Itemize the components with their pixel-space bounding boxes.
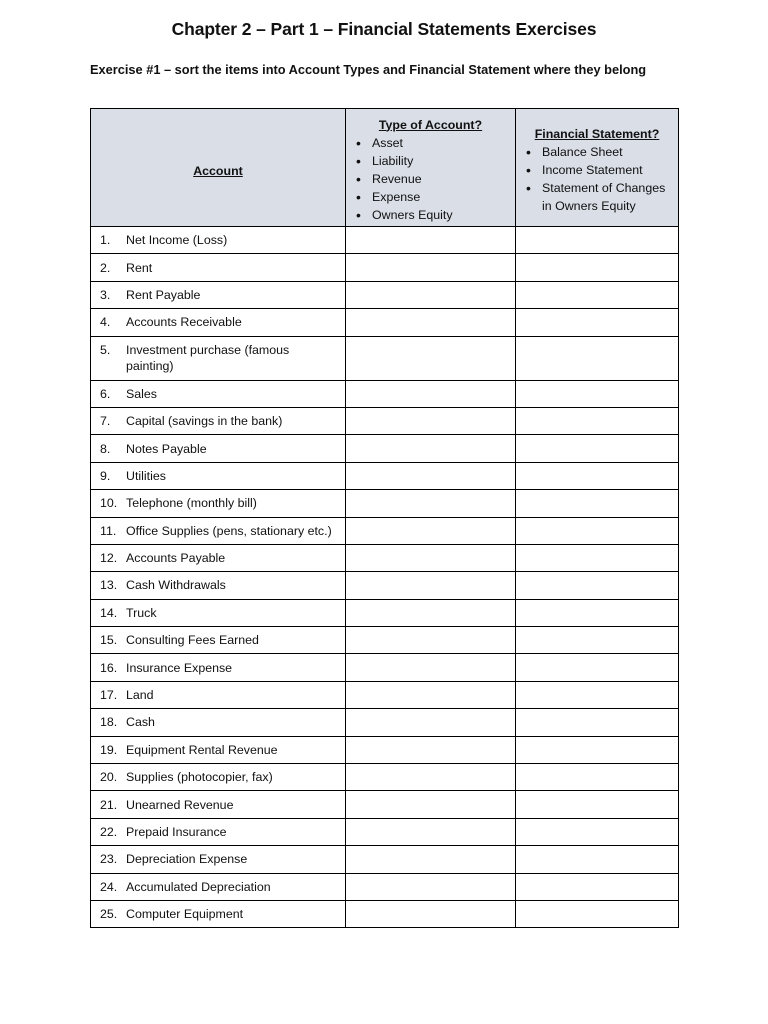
row-number: 19. [100,742,118,757]
type-answer-cell[interactable] [346,681,516,708]
type-answer-cell[interactable] [346,599,516,626]
type-answer-cell[interactable] [346,336,516,380]
account-name: Unearned Revenue [126,797,234,812]
type-answer-cell[interactable] [346,227,516,254]
statement-answer-cell[interactable] [516,254,679,281]
type-answer-cell[interactable] [346,309,516,336]
account-cell [91,490,346,517]
type-column-header [346,109,516,227]
type-option-item: • Owners Equity [356,206,511,224]
table-row [91,227,679,254]
type-answer-cell[interactable] [346,736,516,763]
account-cell [91,281,346,308]
statement-answer-cell[interactable] [516,309,679,336]
table-row [91,900,679,927]
account-name: Office Supplies (pens, stationary etc.) [126,523,332,538]
statement-answer-cell[interactable] [516,544,679,571]
statement-answer-cell[interactable] [516,281,679,308]
accounts-table [90,108,679,928]
row-number: 15. [100,633,118,648]
type-answer-cell[interactable] [346,654,516,681]
statement-options-list [516,143,678,215]
type-answer-cell[interactable] [346,490,516,517]
statement-answer-cell[interactable] [516,709,679,736]
type-answer-cell[interactable] [346,254,516,281]
account-name: Prepaid Insurance [126,825,227,839]
exercise-instructions: Exercise #1 – sort the items into Account Types and Financial Statement where they belong [90,62,647,77]
statement-answer-cell[interactable] [516,736,679,763]
statement-answer-cell[interactable] [516,846,679,873]
account-cell [91,900,346,927]
row-number: 14. [100,605,118,620]
statement-answer-cell[interactable] [516,900,679,927]
type-answer-cell[interactable] [346,818,516,845]
type-answer-cell[interactable] [346,380,516,407]
statement-answer-cell[interactable] [516,599,679,626]
statement-answer-cell[interactable] [516,572,679,599]
account-name: Land [126,688,154,703]
type-options-list [346,134,515,224]
row-number: 1. [100,233,111,248]
account-cell [91,254,346,281]
table-row [91,336,679,380]
account-name: Rent [126,260,153,275]
account-cell [91,435,346,462]
account-cell [91,336,346,380]
table-row [91,764,679,791]
statement-answer-cell[interactable] [516,818,679,845]
statement-header-label: Financial Statement? [534,126,660,141]
statement-column-header [516,109,679,227]
type-answer-cell[interactable] [346,791,516,818]
row-number: 16. [100,660,118,675]
account-name: Depreciation Expense [126,852,248,867]
statement-answer-cell[interactable] [516,764,679,791]
table-row [91,281,679,308]
table-row [91,407,679,434]
statement-answer-cell[interactable] [516,435,679,462]
account-cell [91,462,346,489]
table-row [91,544,679,571]
type-answer-cell[interactable] [346,544,516,571]
statement-option-item: • Balance Sheet [526,143,674,161]
type-option-item: • Liability [356,152,511,170]
account-name: Equipment Rental Revenue [126,742,278,757]
row-number: 20. [100,770,118,785]
type-answer-cell[interactable] [346,873,516,900]
table-row [91,627,679,654]
account-cell [91,873,346,900]
table-row [91,709,679,736]
row-number: 10. [100,496,118,511]
table-row [91,818,679,845]
row-number: 24. [100,879,118,894]
table-row [91,681,679,708]
account-name: Capital (savings in the bank) [126,414,283,429]
account-cell [91,380,346,407]
statement-answer-cell[interactable] [516,227,679,254]
account-name: Accounts Receivable [126,315,242,330]
row-number: 3. [100,287,111,302]
type-answer-cell[interactable] [346,846,516,873]
row-number: 23. [100,852,118,867]
account-name: Telephone (monthly bill) [126,496,257,511]
type-option-item: • Revenue [356,170,511,188]
statement-answer-cell[interactable] [516,681,679,708]
type-answer-cell[interactable] [346,407,516,434]
type-answer-cell[interactable] [346,517,516,544]
row-number: 18. [100,715,118,730]
statement-answer-cell[interactable] [516,380,679,407]
account-name: Notes Payable [126,441,207,456]
account-name: Net Income (Loss) [126,233,228,248]
table-row [91,736,679,763]
row-number: 25. [100,907,118,922]
account-name: Consulting Fees Earned [126,633,259,648]
statement-answer-cell[interactable] [516,407,679,434]
row-number: 7. [100,414,111,429]
account-name: Cash [126,715,155,730]
row-number: 13. [100,578,118,593]
account-cell [91,846,346,873]
type-answer-cell[interactable] [346,900,516,927]
type-option-item: • Expense [356,188,511,206]
account-name: Sales [126,386,157,401]
account-name: Truck [126,605,157,620]
table-row [91,435,679,462]
page-title: Chapter 2 – Part 1 – Financial Statements Exercises [171,19,597,39]
row-number: 5. [100,343,111,358]
table-row [91,462,679,489]
account-name: Computer Equipment [126,907,244,922]
table-row [91,254,679,281]
type-answer-cell[interactable] [346,764,516,791]
type-option-item: • Asset [356,134,511,152]
statement-option-item: • Income Statement [526,161,674,179]
type-answer-cell[interactable] [346,462,516,489]
table-body [91,227,679,928]
account-cell [91,709,346,736]
statement-option-item: • Statement of Changes in Owners Equity [526,179,674,215]
statement-answer-cell[interactable] [516,336,679,380]
statement-answer-cell[interactable] [516,873,679,900]
account-cell [91,681,346,708]
statement-answer-cell[interactable] [516,791,679,818]
table-row [91,309,679,336]
row-number: 22. [100,825,118,839]
row-number: 4. [100,315,111,330]
account-cell [91,627,346,654]
account-cell [91,818,346,845]
table-row [91,599,679,626]
account-name: Utilities [126,468,166,483]
account-name: Insurance Expense [126,660,233,675]
account-name: Accumulated Depreciation [126,879,271,894]
row-number: 12. [100,551,118,566]
account-cell [91,407,346,434]
row-number: 17. [100,688,118,703]
account-name: Cash Withdrawals [126,578,226,593]
account-cell [91,599,346,626]
account-name: Supplies (photocopier, fax) [126,770,273,785]
account-name: Investment purchase (famous painting) [126,343,290,374]
type-answer-cell[interactable] [346,572,516,599]
type-answer-cell[interactable] [346,281,516,308]
table-row [91,517,679,544]
account-cell [91,544,346,571]
account-cell [91,572,346,599]
table-row [91,380,679,407]
account-name: Rent Payable [126,287,201,302]
account-cell [91,791,346,818]
statement-answer-cell[interactable] [516,627,679,654]
row-number: 11. [100,523,117,538]
table-row [91,873,679,900]
account-cell [91,517,346,544]
account-cell [91,764,346,791]
table-row [91,490,679,517]
statement-answer-cell[interactable] [516,462,679,489]
row-number: 8. [100,441,111,456]
row-number: 6. [100,386,111,401]
type-answer-cell[interactable] [346,627,516,654]
account-name: Accounts Payable [126,551,226,566]
table-header-row [91,109,679,227]
row-number: 2. [100,260,111,275]
type-answer-cell[interactable] [346,709,516,736]
account-cell [91,736,346,763]
table-row [91,791,679,818]
statement-answer-cell[interactable] [516,654,679,681]
type-header-label: Type of Account? [378,117,483,132]
table-row [91,654,679,681]
type-answer-cell[interactable] [346,435,516,462]
row-number: 21. [100,797,118,812]
row-number: 9. [100,468,111,483]
table-row [91,846,679,873]
account-cell [91,309,346,336]
statement-answer-cell[interactable] [516,517,679,544]
account-cell [91,654,346,681]
account-header-label: Account [193,163,243,178]
account-cell [91,227,346,254]
table-row [91,572,679,599]
statement-answer-cell[interactable] [516,490,679,517]
account-column-header [91,109,346,227]
